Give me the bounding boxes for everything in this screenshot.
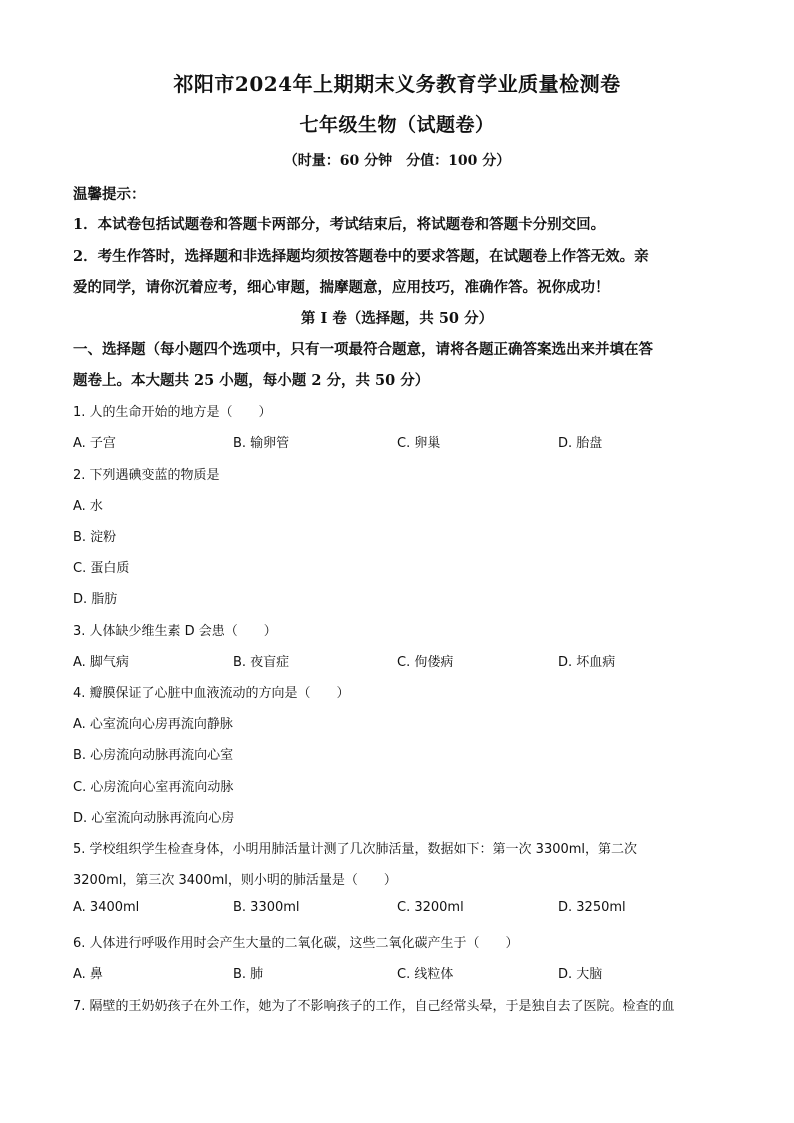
question-2-stem: 2. 下列遇碘变蓝的物质是 bbox=[73, 468, 220, 483]
question-6-option-d: D. 大脑 bbox=[558, 967, 603, 982]
notice-heading: 温馨提示： bbox=[73, 186, 146, 203]
notice-item-2-line-1: 2．考生作答时，选择题和非选择题均须按答题卷中的要求答题，在试题卷上作答无效。亲 bbox=[73, 248, 649, 265]
question-2-option-d: D. 脂肪 bbox=[73, 592, 118, 607]
notice-item-2-line-2: 爱的同学，请你沉着应考，细心审题，揣摩题意，应用技巧，准确作答。祝你成功！ bbox=[73, 279, 610, 296]
question-5-option-c: C. 3200ml bbox=[397, 900, 464, 915]
question-1-option-a: A. 子宫 bbox=[73, 436, 116, 451]
question-1-option-d: D. 胎盘 bbox=[558, 436, 603, 451]
exam-subtitle: 七年级生物（试题卷） bbox=[299, 114, 495, 136]
question-6-option-a: A. 鼻 bbox=[73, 967, 103, 982]
question-1-option-c: C. 卵巢 bbox=[397, 436, 441, 451]
exam-title: 祁阳市2024年上期期末义务教育学业质量检测卷 bbox=[173, 72, 621, 96]
section-heading: 第 I 卷（选择题，共 50 分） bbox=[300, 310, 494, 327]
section-instructions-line-2: 题卷上。本大题共 25 小题，每小题 2 分，共 50 分） bbox=[73, 372, 430, 389]
question-4-option-d: D. 心室流向动脉再流向心房 bbox=[73, 811, 235, 826]
question-2-option-b: B. 淀粉 bbox=[73, 530, 117, 545]
question-2-option-a: A. 水 bbox=[73, 499, 103, 514]
question-4-stem: 4. 瓣膜保证了心脏中血液流动的方向是（ ） bbox=[73, 686, 350, 701]
question-6-option-b: B. 肺 bbox=[233, 967, 264, 982]
question-5-option-a: A. 3400ml bbox=[73, 900, 140, 915]
section-instructions-line-1: 一、选择题（每小题四个选项中，只有一项最符合题意，请将各题正确答案选出来并填在答 bbox=[73, 341, 653, 358]
question-5-option-b: B. 3300ml bbox=[233, 900, 300, 915]
question-6-stem: 6. 人体进行呼吸作用时会产生大量的二氧化碳，这些二氧化碳产生于（ ） bbox=[73, 936, 519, 951]
question-5-option-d: D. 3250ml bbox=[558, 900, 626, 915]
question-4-option-a: A. 心室流向心房再流向静脉 bbox=[73, 717, 233, 732]
question-3-option-d: D. 坏血病 bbox=[558, 655, 616, 670]
time-score-note: （时量：60 分钟 分值：100 分） bbox=[283, 153, 511, 169]
question-2-option-c: C. 蛋白质 bbox=[73, 561, 130, 576]
question-6-option-c: C. 线粒体 bbox=[397, 967, 454, 982]
question-3-option-c: C. 佝偻病 bbox=[397, 655, 454, 670]
question-3-option-b: B. 夜盲症 bbox=[233, 655, 290, 670]
question-1-option-b: B. 输卵管 bbox=[233, 436, 290, 451]
question-4-option-c: C. 心房流向心室再流向动脉 bbox=[73, 780, 234, 795]
question-3-option-a: A. 脚气病 bbox=[73, 655, 129, 670]
question-1-stem: 1. 人的生命开始的地方是（ ） bbox=[73, 405, 272, 420]
question-7-stem-line-1: 7. 隔壁的王奶奶孩子在外工作，她为了不影响孩子的工作，自己经常头晕，于是独自去了医院。检查的血 bbox=[73, 999, 675, 1014]
question-5-stem-line-2: 3200ml，第三次 3400ml，则小明的肺活量是（ ） bbox=[73, 873, 397, 888]
question-3-stem: 3. 人体缺少维生素 D 会患（ ） bbox=[73, 624, 277, 639]
notice-item-1: 1．本试卷包括试题卷和答题卡两部分，考试结束后，将试题卷和答题卡分别交回。 bbox=[73, 216, 606, 233]
question-5-stem-line-1: 5. 学校组织学生检查身体，小明用肺活量计测了几次肺活量，数据如下：第一次 3300ml，第二次 bbox=[73, 842, 638, 857]
question-4-option-b: B. 心房流向动脉再流向心室 bbox=[73, 748, 234, 763]
